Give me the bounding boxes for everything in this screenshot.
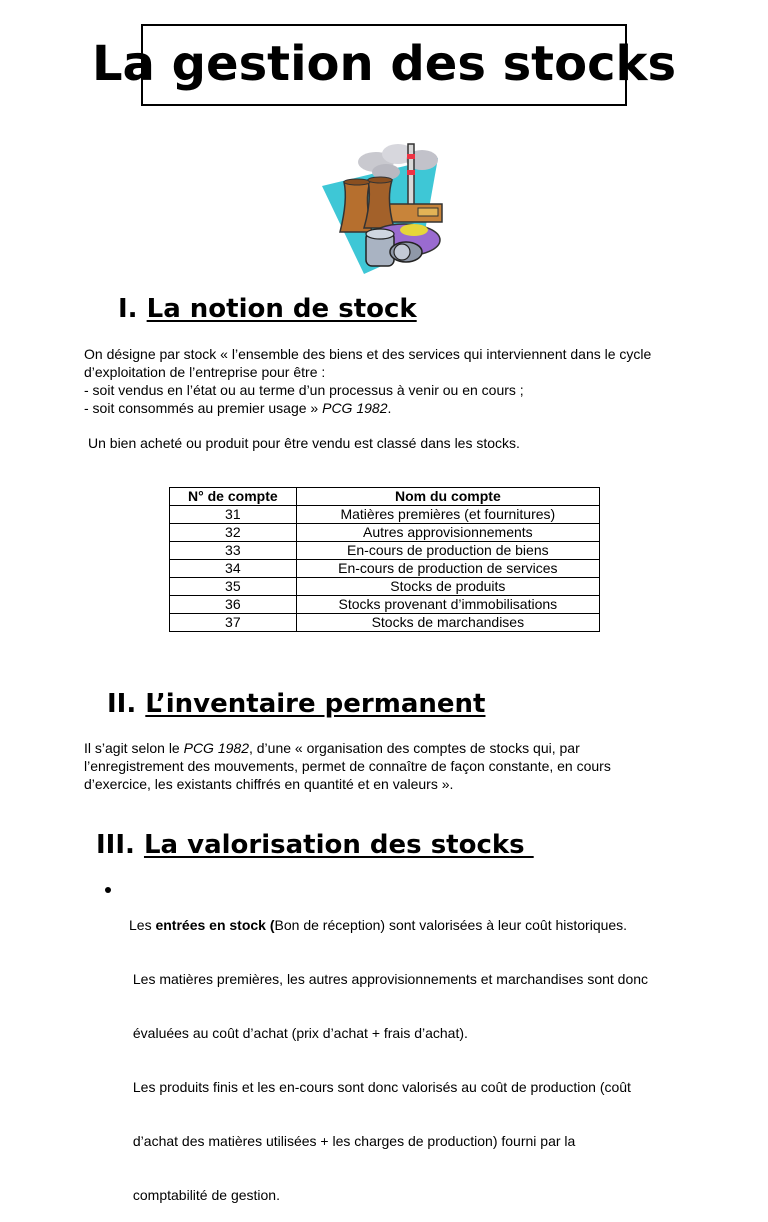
definition-line — [84, 399, 651, 417]
account-number: 37 — [170, 614, 297, 632]
section-2-number: II. — [107, 689, 137, 719]
section-3-text — [129, 880, 648, 1222]
definition-line: d’exploitation de l’entreprise pour être : — [84, 364, 326, 380]
accounts-table — [169, 487, 600, 632]
account-name: Autres approvisionnements — [296, 524, 599, 542]
account-name: En-cours de production de services — [296, 560, 599, 578]
pcg-reference: PCG 1982 — [322, 400, 388, 416]
text-line — [84, 739, 611, 757]
table-row — [170, 614, 600, 632]
text-fragment: , d’une « organisation des comptes de stocks qui, par — [248, 740, 580, 756]
section-2-title: L’inventaire permanent — [145, 689, 486, 719]
section-3-title: La valorisation des stocks — [143, 830, 534, 860]
definition-text: - soit consommés au premier usage » — [84, 400, 323, 416]
table-row — [170, 524, 600, 542]
definition-line: On désigne par stock « l’ensemble des biens et des services qui interviennent dans le cycle — [84, 346, 652, 362]
account-name: Stocks provenant d’immobilisations — [296, 596, 599, 614]
section-1-definition — [84, 345, 651, 417]
table-row — [170, 596, 600, 614]
account-number: 34 — [170, 560, 297, 578]
account-name: Matières premières (et fournitures) — [296, 506, 599, 524]
pcg-reference: PCG 1982 — [183, 740, 249, 756]
text-line: Les produits finis et les en-cours sont donc valorisés au coût de production (coût — [129, 1079, 631, 1095]
text-fragment: Les — [129, 917, 156, 933]
account-name: Stocks de produits — [296, 578, 599, 596]
text-fragment: Bon de réception) sont valorisées à leur coût historiques. — [274, 917, 628, 933]
section-1-title: La notion de stock — [146, 294, 417, 324]
table-row — [170, 560, 600, 578]
account-name: Stocks de marchandises — [296, 614, 599, 632]
section-3-number: III. — [96, 830, 135, 860]
table-row — [170, 506, 600, 524]
header-account-name: Nom du compte — [296, 488, 599, 506]
account-name: En-cours de production de biens — [296, 542, 599, 560]
text-line: évaluées au coût d’achat (prix d’achat + frais d’achat). — [129, 1025, 468, 1041]
table-row — [170, 542, 600, 560]
account-number: 33 — [170, 542, 297, 560]
text-line: l’enregistrement des mouvements, permet de connaître de façon constante, en cours — [84, 758, 611, 774]
table-row — [170, 578, 600, 596]
text-line: d’exercice, les existants chiffrés en quantité et en valeurs ». — [84, 776, 454, 792]
text-line: d’achat des matières utilisées + les charges de production) fourni par la — [129, 1133, 576, 1149]
account-number: 31 — [170, 506, 297, 524]
section-1-note: Un bien acheté ou produit pour être vendu est classé dans les stocks. — [88, 435, 520, 451]
text-line — [129, 916, 648, 934]
section-1-heading — [118, 293, 417, 325]
definition-line: - soit vendus en l’état ou au terme d’un processus à venir ou en cours ; — [84, 382, 524, 398]
page-title: La gestion des stocks — [91, 36, 677, 92]
text-line: comptabilité de gestion. — [129, 1187, 280, 1203]
factory-clipart-icon — [318, 140, 450, 276]
section-3-heading — [96, 829, 534, 861]
definition-end: . — [387, 400, 392, 416]
text-line: Les matières premières, les autres approvisionnements et marchandises sont donc — [129, 971, 649, 987]
account-number: 32 — [170, 524, 297, 542]
section-2-heading — [107, 688, 485, 720]
account-number: 36 — [170, 596, 297, 614]
account-number: 35 — [170, 578, 297, 596]
section-1-number: I. — [118, 294, 138, 324]
header-account-number: N° de compte — [170, 488, 297, 506]
text-fragment: Il s’agit selon le — [84, 740, 184, 756]
table-header-row — [170, 488, 600, 506]
bold-term: entrées en stock ( — [155, 917, 275, 933]
bullet-dot — [105, 887, 111, 893]
section-2-text — [84, 739, 611, 793]
